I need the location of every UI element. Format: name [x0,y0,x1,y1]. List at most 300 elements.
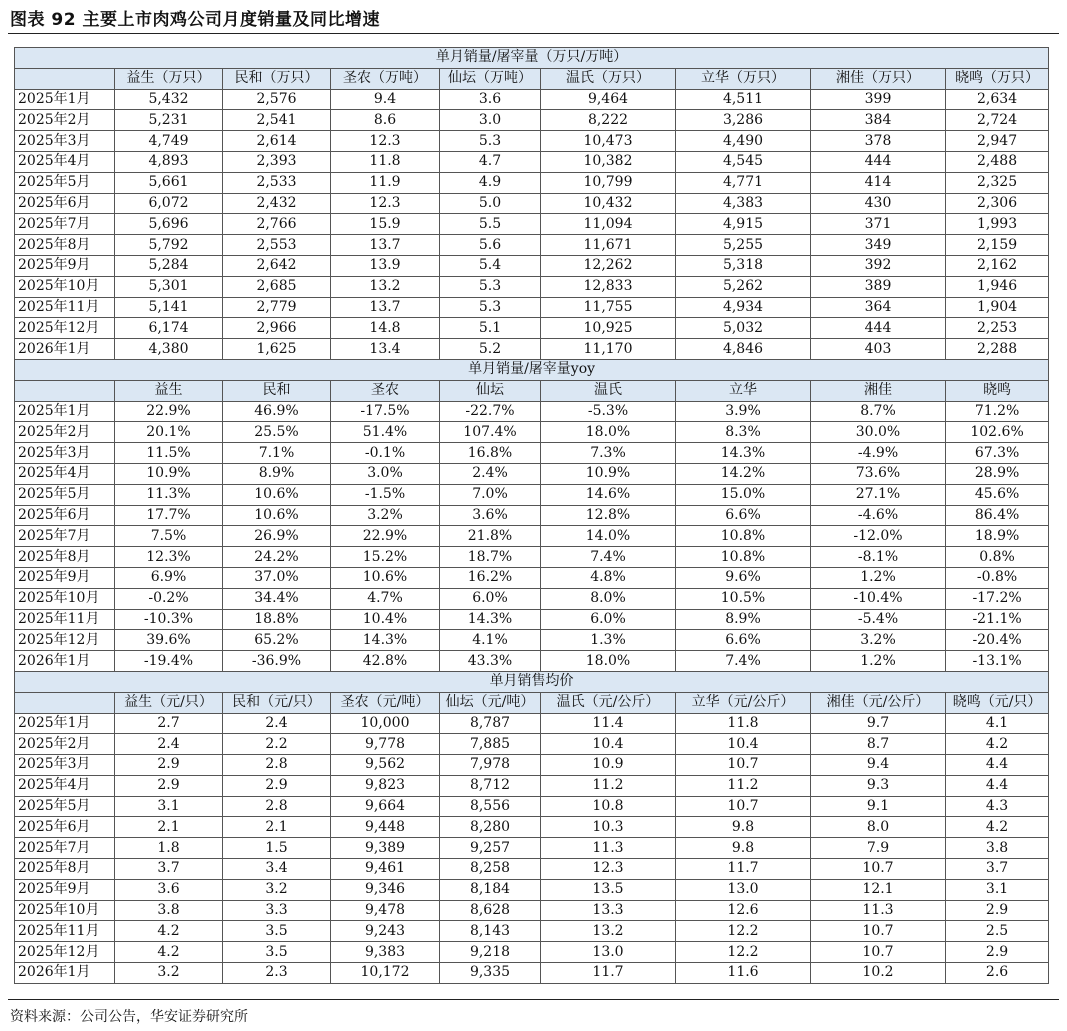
table-cell: 384 [811,110,946,131]
table-cell: 9.6% [676,567,811,588]
table-cell: 8.7% [811,401,946,422]
column-header: 圣农（元/吨） [331,692,440,713]
column-header: 圣农（万吨） [331,68,440,89]
table-cell: 2,288 [946,339,1049,360]
table-cell: 2,724 [946,110,1049,131]
table-row [15,276,1049,297]
month-label: 2025年9月 [15,567,115,588]
table-cell: 14.0% [541,526,676,547]
table-cell: 5.4 [440,255,541,276]
table-cell: 9,461 [331,859,440,880]
table-row [15,609,1049,630]
month-label: 2025年3月 [15,443,115,464]
table-cell: 13.7 [331,297,440,318]
table-cell: 34.4% [223,588,331,609]
table-cell: 2.9 [946,900,1049,921]
table-cell: 8.0 [811,817,946,838]
table-cell: 12.3 [331,193,440,214]
table-cell: 11.8 [676,713,811,734]
table-cell: 5.3 [440,276,541,297]
table-cell: 5,318 [676,255,811,276]
table-cell: 2,162 [946,255,1049,276]
section-header-row [15,359,1049,380]
table-row [15,463,1049,484]
table-cell: 16.2% [440,567,541,588]
table-cell: 9,218 [440,942,541,963]
section-title: 单月销售均价 [15,671,1049,692]
table-cell: 8,628 [440,900,541,921]
table-cell: 28.9% [946,463,1049,484]
table-cell: 3.2 [223,879,331,900]
month-label: 2025年8月 [15,547,115,568]
table-cell: 9,664 [331,796,440,817]
table-cell: 24.2% [223,547,331,568]
table-cell: 10.4% [331,609,440,630]
table-cell: 1.8 [115,838,223,859]
table-cell: 2,614 [223,131,331,152]
section-header-row [15,48,1049,69]
table-row [15,89,1049,110]
table-cell: 107.4% [440,422,541,443]
table-cell: -0.2% [115,588,223,609]
table-cell: 14.2% [676,463,811,484]
table-row [15,193,1049,214]
table-cell: 5,661 [115,172,223,193]
month-label: 2025年9月 [15,879,115,900]
table-row [15,214,1049,235]
table-cell: 2,634 [946,89,1049,110]
month-label: 2025年5月 [15,796,115,817]
table-cell: 3.1 [946,879,1049,900]
table-cell: 2,576 [223,89,331,110]
column-header: 民和（元/只） [223,692,331,713]
column-header: 民和（万只） [223,68,331,89]
table-cell: 2,533 [223,172,331,193]
table-cell: 4,893 [115,151,223,172]
column-header: 圣农 [331,380,440,401]
table-cell: 15.2% [331,547,440,568]
table-cell: 1.2% [811,567,946,588]
source-note: 资料来源：公司公告，华安证券研究所 [10,1009,248,1025]
table-cell: 11,094 [541,214,676,235]
month-label: 2025年7月 [15,214,115,235]
table-cell: -1.5% [331,484,440,505]
month-label: 2025年12月 [15,630,115,651]
table-cell: 4.2 [946,817,1049,838]
section-title: 单月销量/屠宰量yoy [15,359,1049,380]
table-cell: -0.1% [331,443,440,464]
table-cell: 9,243 [331,921,440,942]
table-cell: 17.7% [115,505,223,526]
table-cell: 15.0% [676,484,811,505]
table-cell: 1.5 [223,838,331,859]
table-cell: 3.6 [440,89,541,110]
table-cell: 12.3 [331,131,440,152]
table-cell: 18.0% [541,422,676,443]
column-header-row [15,68,1049,89]
table-cell: 10.7 [676,755,811,776]
table-cell: 3.0% [331,463,440,484]
table-cell: 3.0 [440,110,541,131]
table-cell: 392 [811,255,946,276]
table-cell: 14.3% [440,609,541,630]
table-cell: 21.8% [440,526,541,547]
table-cell: 2,779 [223,297,331,318]
table-cell: 18.0% [541,651,676,672]
month-label: 2025年9月 [15,255,115,276]
column-header: 民和 [223,380,331,401]
table-cell: 12.2 [676,921,811,942]
table-cell: 4,915 [676,214,811,235]
table-cell: 9,383 [331,942,440,963]
table-row [15,401,1049,422]
month-label: 2025年3月 [15,131,115,152]
table-cell: 3.9% [676,401,811,422]
table-cell: 37.0% [223,567,331,588]
table-cell: -8.1% [811,547,946,568]
table-cell: 1.3% [541,630,676,651]
table-cell: 14.8 [331,318,440,339]
table-cell: 2,642 [223,255,331,276]
table-cell: 13.0 [676,879,811,900]
table-cell: 71.2% [946,401,1049,422]
table-cell: 30.0% [811,422,946,443]
table-cell: 11.3% [115,484,223,505]
table-cell: 3.4 [223,859,331,880]
table-row [15,879,1049,900]
table-cell: 2,253 [946,318,1049,339]
table-cell: -36.9% [223,651,331,672]
table-cell: 2,947 [946,131,1049,152]
table-row [15,297,1049,318]
table-cell: 14.3% [676,443,811,464]
table-cell: 27.1% [811,484,946,505]
table-cell: 43.3% [440,651,541,672]
month-label: 2025年4月 [15,775,115,796]
table-cell: 14.6% [541,484,676,505]
table-cell: 5,696 [115,214,223,235]
table-cell: 13.0 [541,942,676,963]
month-label: 2025年10月 [15,900,115,921]
table-cell: 51.4% [331,422,440,443]
table-row [15,630,1049,651]
table-cell: 10.6% [331,567,440,588]
table-cell: 11.7 [676,859,811,880]
table-cell: 10.4 [676,734,811,755]
table-cell: 4.4 [946,775,1049,796]
table-cell: 4,511 [676,89,811,110]
table-cell: 22.9% [331,526,440,547]
table-cell: 3.8 [946,838,1049,859]
table-cell: 389 [811,276,946,297]
table-cell: 3.5 [223,921,331,942]
table-cell: 3.2% [331,505,440,526]
table-cell: 10.8% [676,547,811,568]
table-cell: 7.0% [440,484,541,505]
table-cell: 13.2 [541,921,676,942]
column-header: 益生（万只） [115,68,223,89]
table-cell: 9,448 [331,817,440,838]
table-cell: 11.7 [541,963,676,984]
table-cell: 13.5 [541,879,676,900]
table-cell: 9,335 [440,963,541,984]
table-row [15,339,1049,360]
table-cell: 4.2 [115,921,223,942]
table-cell: -4.9% [811,443,946,464]
table-row [15,235,1049,256]
table-cell: 13.9 [331,255,440,276]
table-cell: 2,393 [223,151,331,172]
table-cell: 4,846 [676,339,811,360]
table-cell: 12.8% [541,505,676,526]
table-row [15,547,1049,568]
table-cell: 2.8 [223,796,331,817]
month-label: 2025年1月 [15,89,115,110]
table-cell: 25.5% [223,422,331,443]
table-cell: 9.4 [811,755,946,776]
table-cell: 2.4 [115,734,223,755]
column-header: 湘佳（元/公斤） [811,692,946,713]
table-cell: 11.2 [541,775,676,796]
table-cell: 6,174 [115,318,223,339]
table-cell: 14.3% [331,630,440,651]
table-cell: 3.2 [115,963,223,984]
table-cell: 10,432 [541,193,676,214]
month-label: 2025年12月 [15,942,115,963]
table-row [15,755,1049,776]
table-cell: 9,389 [331,838,440,859]
table-cell: 4.2 [946,734,1049,755]
table-cell: 7.3% [541,443,676,464]
table-cell: 12.2 [676,942,811,963]
sales-table [14,47,1049,984]
column-header: 温氏 [541,380,676,401]
table-cell: 10.9% [115,463,223,484]
table-cell: 9.3 [811,775,946,796]
table-cell: 10,382 [541,151,676,172]
title-rule [8,33,1059,34]
table-cell: 5.2 [440,339,541,360]
table-cell: 15.9 [331,214,440,235]
table-cell: 8.3% [676,422,811,443]
table-cell: 5.1 [440,318,541,339]
table-cell: 10.9% [541,463,676,484]
table-cell: 8,222 [541,110,676,131]
table-row [15,255,1049,276]
table-row [15,526,1049,547]
table-cell: 12.6 [676,900,811,921]
table-cell: 3.6% [440,505,541,526]
table-cell: 2.5 [946,921,1049,942]
table-cell: 2,966 [223,318,331,339]
header-corner-cell [15,380,115,401]
month-label: 2025年2月 [15,110,115,131]
table-cell: -4.6% [811,505,946,526]
table-cell: 12.3% [115,547,223,568]
column-header: 立华 [676,380,811,401]
table-cell: 102.6% [946,422,1049,443]
table-cell: 7.9 [811,838,946,859]
table-cell: 378 [811,131,946,152]
table-cell: 18.7% [440,547,541,568]
table-cell: 3.5 [223,942,331,963]
table-cell: 5,792 [115,235,223,256]
table-cell: 2,488 [946,151,1049,172]
table-cell: 1,993 [946,214,1049,235]
table-row [15,484,1049,505]
table-cell: 13.4 [331,339,440,360]
column-header: 温氏（元/公斤） [541,692,676,713]
table-cell: 1,946 [946,276,1049,297]
table-cell: 349 [811,235,946,256]
table-cell: 3.8 [115,900,223,921]
table-cell: 10.7 [676,796,811,817]
table-cell: 8.0% [541,588,676,609]
table-row [15,921,1049,942]
table-cell: 3,286 [676,110,811,131]
month-label: 2025年6月 [15,193,115,214]
month-label: 2025年3月 [15,755,115,776]
month-label: 2025年10月 [15,588,115,609]
table-cell: 6.0% [541,609,676,630]
table-cell: 444 [811,151,946,172]
table-cell: 414 [811,172,946,193]
month-label: 2025年11月 [15,609,115,630]
month-label: 2026年1月 [15,651,115,672]
table-cell: 399 [811,89,946,110]
table-cell: 4.8% [541,567,676,588]
table-cell: 10.5% [676,588,811,609]
header-corner-cell [15,692,115,713]
table-cell: 4.7% [331,588,440,609]
table-cell: 8,184 [440,879,541,900]
table-row [15,567,1049,588]
table-cell: 5,262 [676,276,811,297]
column-header: 晓鸣 [946,380,1049,401]
table-row [15,713,1049,734]
table-cell: 2.8 [223,755,331,776]
table-row [15,963,1049,984]
table-cell: 10.6% [223,505,331,526]
table-cell: 12.1 [811,879,946,900]
table-cell: 9,823 [331,775,440,796]
table-cell: 5,032 [676,318,811,339]
table-cell: 10,172 [331,963,440,984]
table-cell: 5.6 [440,235,541,256]
table-cell: 0.8% [946,547,1049,568]
table-cell: 2.4% [440,463,541,484]
column-header-row [15,692,1049,713]
table-cell: 7.4% [676,651,811,672]
table-cell: 11.2 [676,775,811,796]
table-cell: 371 [811,214,946,235]
table-cell: 9.8 [676,838,811,859]
table-cell: 10.7 [811,942,946,963]
table-cell: 2.7 [115,713,223,734]
table-cell: 4.2 [115,942,223,963]
table-cell: 2.1 [115,817,223,838]
column-header: 立华（万只） [676,68,811,89]
table-cell: 1,904 [946,297,1049,318]
table-cell: 13.2 [331,276,440,297]
table-row [15,817,1049,838]
table-cell: 9,257 [440,838,541,859]
table-cell: 10,473 [541,131,676,152]
table-cell: 2,553 [223,235,331,256]
table-cell: 2,432 [223,193,331,214]
table-cell: 2.9 [223,775,331,796]
table-cell: 45.6% [946,484,1049,505]
column-header: 仙坛（万吨） [440,68,541,89]
table-cell: 7,978 [440,755,541,776]
month-label: 2025年5月 [15,484,115,505]
table-cell: 7.4% [541,547,676,568]
table-cell: 5.3 [440,131,541,152]
table-cell: 9.8 [676,817,811,838]
table-cell: 9,478 [331,900,440,921]
table-cell: 13.3 [541,900,676,921]
table-cell: 1.2% [811,651,946,672]
column-header-row [15,380,1049,401]
table-cell: 2.1 [223,817,331,838]
table-row [15,651,1049,672]
table-cell: 9,778 [331,734,440,755]
table-cell: -17.2% [946,588,1049,609]
table-cell: 8,280 [440,817,541,838]
table-row [15,838,1049,859]
month-label: 2025年4月 [15,151,115,172]
table-cell: 11,671 [541,235,676,256]
table-row [15,422,1049,443]
table-cell: 2.4 [223,713,331,734]
table-cell: 3.2% [811,630,946,651]
table-cell: 8,258 [440,859,541,880]
month-label: 2025年2月 [15,422,115,443]
column-header: 仙坛 [440,380,541,401]
column-header: 益生 [115,380,223,401]
table-cell: 8,143 [440,921,541,942]
table-cell: 9.1 [811,796,946,817]
table-cell: 4,934 [676,297,811,318]
table-row [15,942,1049,963]
table-cell: 8,556 [440,796,541,817]
month-label: 2025年4月 [15,463,115,484]
table-cell: 18.8% [223,609,331,630]
table-row [15,172,1049,193]
table-cell: 4.7 [440,151,541,172]
table-cell: 4.1% [440,630,541,651]
table-cell: 67.3% [946,443,1049,464]
table-cell: 6.6% [676,505,811,526]
table-cell: 2,306 [946,193,1049,214]
month-label: 2025年5月 [15,172,115,193]
table-cell: 10.7 [811,859,946,880]
table-cell: 3.3 [223,900,331,921]
table-cell: 2.6 [946,963,1049,984]
table-cell: 8.9% [676,609,811,630]
table-cell: 6.9% [115,567,223,588]
month-label: 2026年1月 [15,339,115,360]
month-label: 2025年7月 [15,526,115,547]
table-cell: 6,072 [115,193,223,214]
table-cell: -10.3% [115,609,223,630]
table-cell: 2,159 [946,235,1049,256]
table-cell: 11.3 [541,838,676,859]
table-cell: -19.4% [115,651,223,672]
table-cell: 11.8 [331,151,440,172]
table-cell: 46.9% [223,401,331,422]
table-cell: -21.1% [946,609,1049,630]
